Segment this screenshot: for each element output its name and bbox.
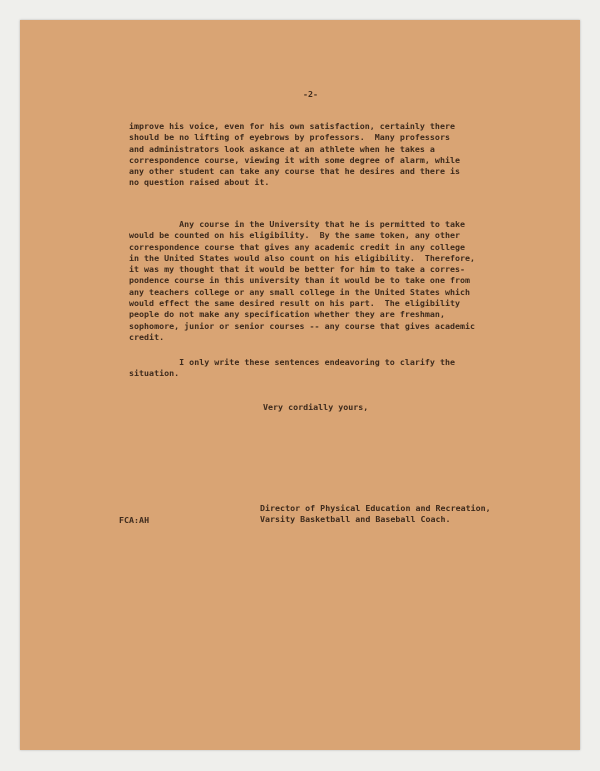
page-number: -2- <box>303 89 319 99</box>
signature-title: Director of Physical Education and Recreation, Varsity Basketball and Baseball Coach. <box>260 503 491 525</box>
letter-body <box>20 20 580 750</box>
closing-salutation: Very cordially yours, <box>263 402 369 412</box>
paragraph-voice-improvement: improve his voice, even for his own satisfaction, certainly there should be no lifting of eyebrows by professors. Many professors and administrators look askance at an athlete when he takes a correspondence course, viewing it with some degree of alarm, while any other student can take any course that he desires and there is no question raised about it. <box>129 121 460 188</box>
letter-page <box>20 20 580 750</box>
paragraph-eligibility: Any course in the University that he is permitted to take would be counted on his eligibility. By the same token, any other correspondence course that gives any academic credit in any college in the United States would also count on his eligibility. Therefore, it was my thought that it would be better for him to take a corres- pondence course in this university than it would be to take one from any teachers college or any small college in the United States which would effect the same desired result on his part. The eligibility people do not make any specification whether they are freshman, sophomore, junior or senior courses -- any course that gives academic credit. <box>129 219 476 342</box>
typist-initials: FCA:AH <box>119 515 150 525</box>
paragraph-clarification: I only write these sentences endeavoring to clarify the situation. <box>129 357 455 379</box>
